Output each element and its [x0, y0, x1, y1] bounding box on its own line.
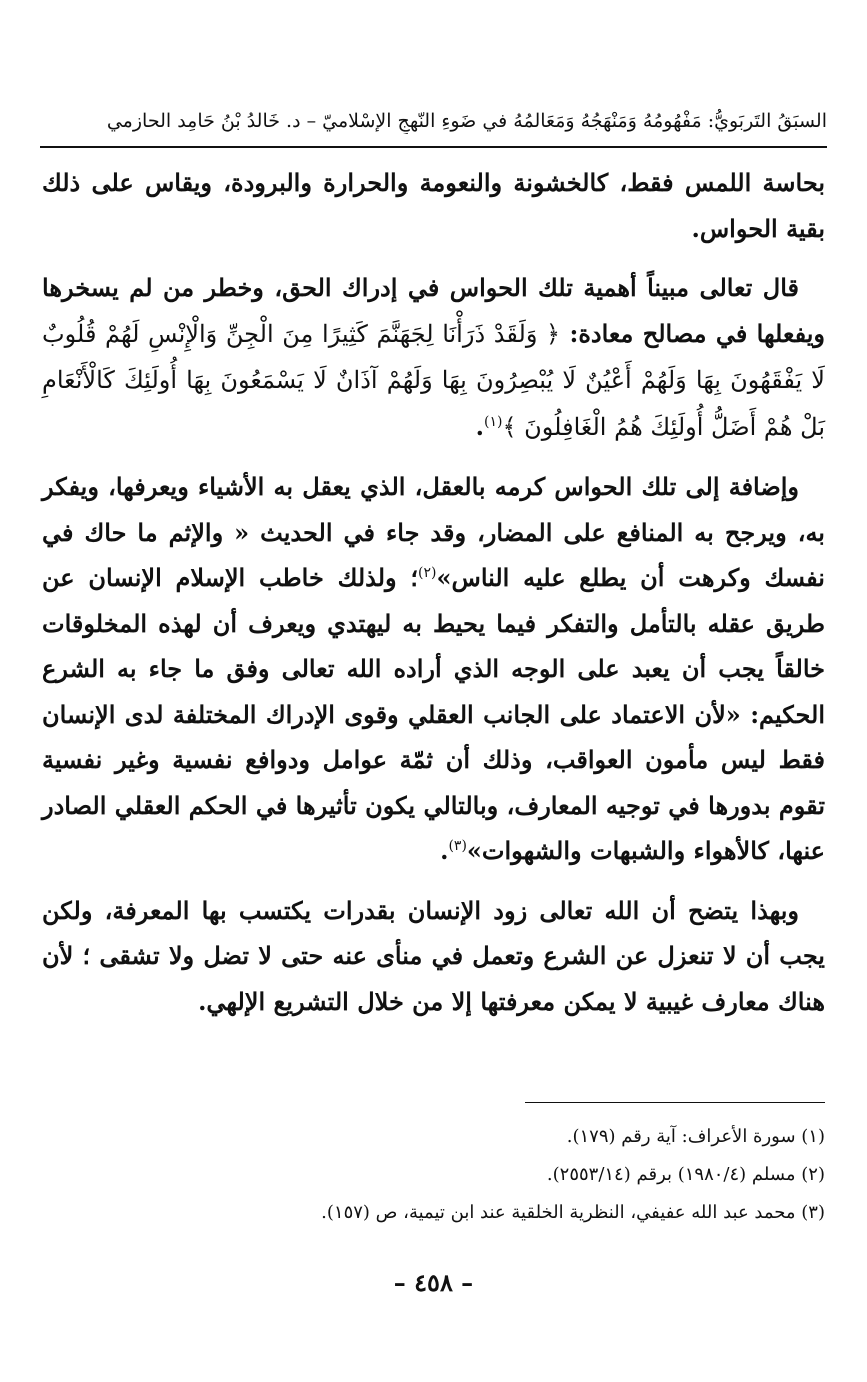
footnotes: [42, 1118, 825, 1232]
running-header: السبَقُ التَربَويُّ: مَفْهُومُهُ وَمَنْهَجُهُ وَمَعَالمُهُ في ضَوءِ النّهجِ الإسْلاميّ – د. خَالدُ بْنُ حَامِد الحازمي: [106, 110, 827, 132]
paragraph-2: [42, 265, 825, 450]
paragraph-2-intro: قال تعالى مبيناً أهمية تلك الحواس في إدراك الحق، وخطر من لم يسخرها ويفعلها في مصالح معادة:: [42, 273, 825, 348]
footnote-ref-2: (٢): [418, 565, 437, 581]
paragraph-1: بحاسة اللمس فقط، كالخشونة والنعومة والحرارة والبرودة، ويقاس على ذلك بقية الحواس.: [42, 168, 825, 243]
paragraph-2-end: .: [475, 411, 484, 441]
paragraph-3: [42, 464, 825, 874]
footnote-ref-1: (١): [484, 413, 503, 430]
header-divider: [40, 146, 827, 148]
paragraph-4: وبهذا يتضح أن الله تعالى زود الإنسان بقدرات يكتسب بها المعرفة، ولكن يجب أن لا تنعزل عن الشرع وتعمل في منأى عنه حتى لا تضل ولا تشقى ؛ لأن هناك معارف غيبية لا يمكن معرفتها إلا من خلال التشريع الإلهي.: [42, 895, 825, 1016]
footnote-2: (٢) مسلم (١٩٨٠/٤) برقم (٢٥٥٣/١٤).: [546, 1164, 825, 1185]
quran-verse: ﴿ وَلَقَدْ ذَرَأْنَا لِجَهَنَّمَ كَثِيرًا مِنَ الْجِنِّ وَالْإِنْسِ لَهُمْ قُلُوبٌ لَا يَفْقَهُونَ بِهَا وَلَهُمْ أَعْيُنٌ لَا يُبْصِرُونَ بِهَا وَلَهُمْ آذَانٌ لَا يَسْمَعُونَ بِهَا أُولَئِكَ كَالْأَنْعَامِ بَلْ هُمْ أَضَلُّ أُولَئِكَ هُمُ الْغَافِلُونَ ﴾: [42, 319, 825, 441]
footnote-1: (١) سورة الأعراف: آية رقم (١٧٩).: [566, 1126, 825, 1147]
paragraph-3-end: .: [440, 836, 449, 865]
page-number: – ٤٥٨ –: [393, 1268, 474, 1297]
paragraph-3-part-b: ؛ ولذلك خاطب الإسلام الإنسان عن طريق عقله بالتأمل والتفكر فيما يحيط به ليهتدي ويعرف أن لهذه المخلوقات خالقاً يجب أن يعبد على الوجه الذي أراده الله تعالى وفق ما جاء به الشرع الحكيم: «لأن الاعتماد على الجانب العقلي وقوى الإدراك المختلفة لدى الإنسان فقط ليس مأمون العواقب، وذلك أن ثمّة عوامل ودوافع نفسية وغير نفسية تقوم بدورها في توجيه المعارف، وبالتالي يكون تأثيرها في الحكم العقلي الصادر عنها، كالأهواء والشبهات والشهوات»: [42, 563, 826, 865]
main-text: [42, 160, 825, 1038]
footnote-divider: [525, 1102, 825, 1103]
footnote-3: (٣) محمد عبد الله عفيفي، النظرية الخلقية عند ابن تيمية، ص (١٥٧).: [321, 1202, 825, 1223]
footnote-ref-3: (٣): [448, 838, 467, 854]
paragraph-3-part-a: وإضافة إلى تلك الحواس كرمه بالعقل، الذي يعقل به الأشياء ويعرفها، ويفكر به، ويرجح به المنافع على المضار، وقد جاء في الحديث « والإثم ما حاك في نفسك وكرهت أن يطلع عليه الناس»: [42, 472, 825, 592]
